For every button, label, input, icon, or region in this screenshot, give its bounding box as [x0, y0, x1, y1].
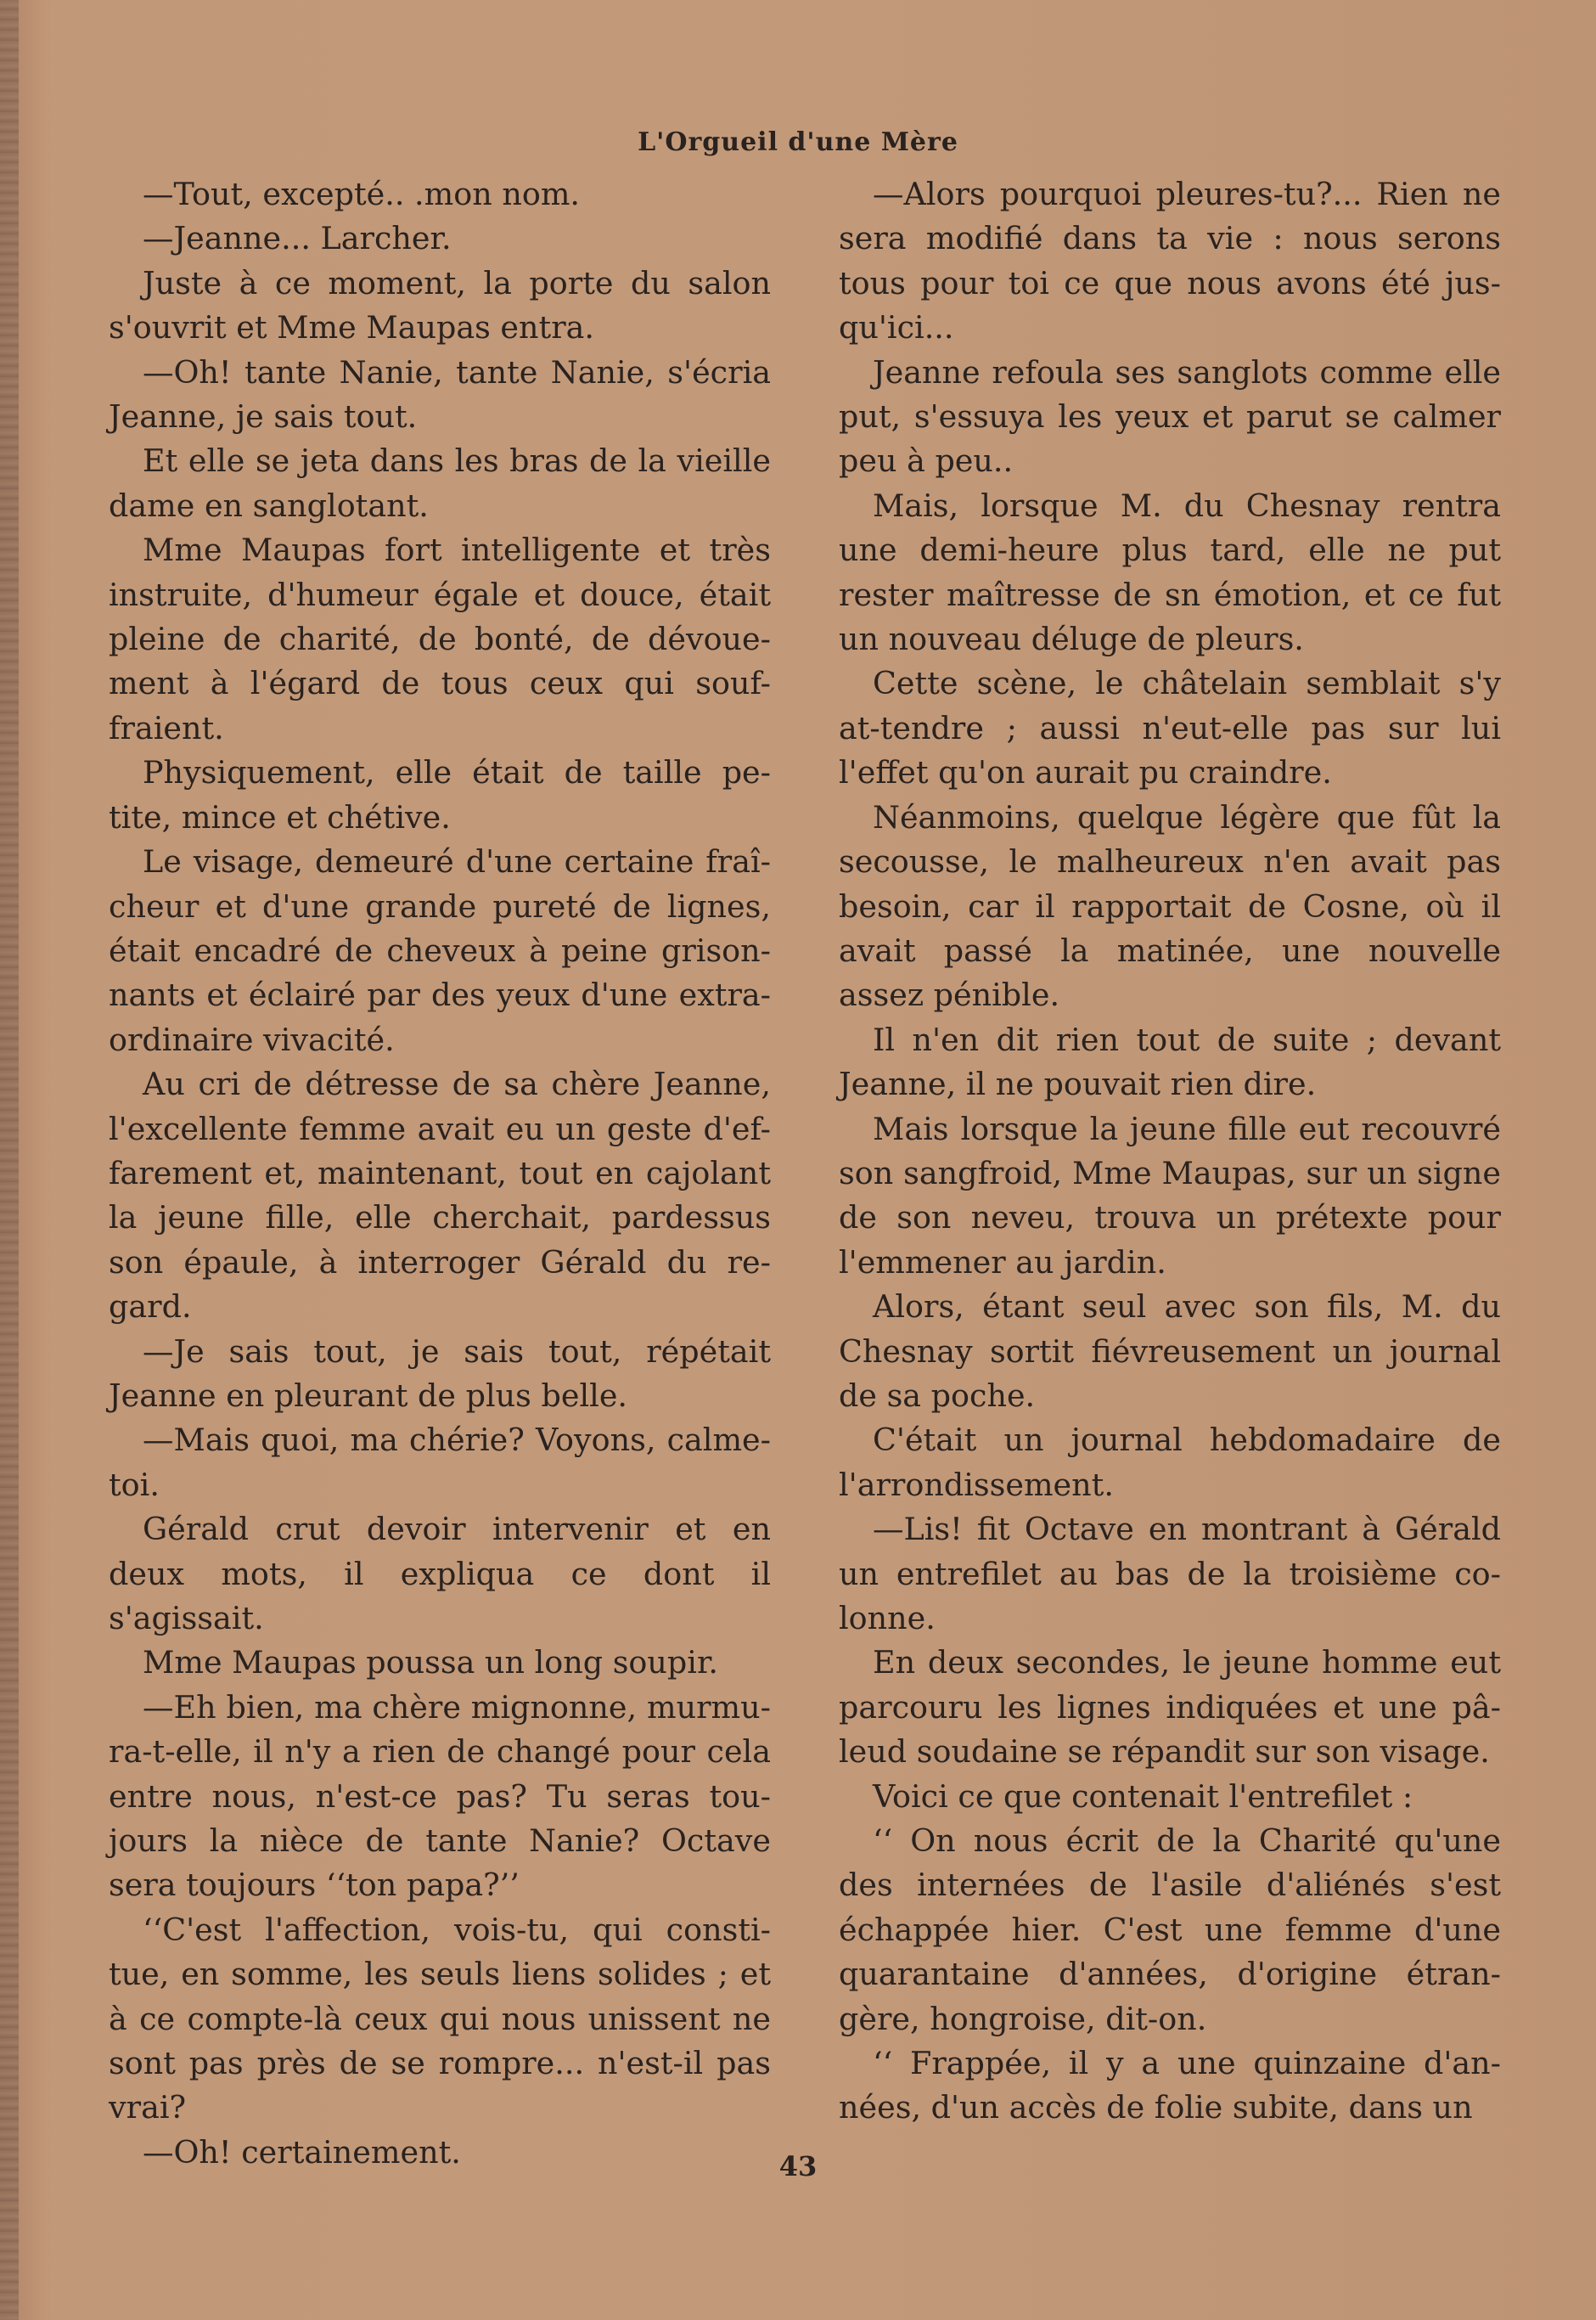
paragraph: ‘‘C'est l'affection, vois-tu, qui consti-tue, en somme, les seuls liens solides ; et à ce compte-là ceux qui nous unissent ne sont pas près de se rompre... n'est-il pas vrai?: [109, 1911, 771, 2126]
page-number: 43: [778, 2150, 818, 2182]
paragraph: —Alors pourquoi pleures-tu?... Rien ne sera modifié dans ta vie : nous serons tous pour toi ce que nous avons été jus-qu'ici...: [839, 176, 1501, 346]
paragraph: Mme Maupas fort intelligente et très instruite, d'humeur égale et douce, était pleine de charité, de bonté, de dévoue-ment à l'égard de tous ceux qui souf-fraient.: [109, 532, 771, 746]
paragraph: —Jeanne... Larcher.: [143, 220, 452, 257]
running-head: L'Orgueil d'une Mère: [638, 127, 958, 157]
paragraph: ‘‘ On nous écrit de la Charité qu'une des internées de l'asile d'aliénés s'est échappée hier. C'est une femme d'une quarantaine d'années, d'origine étran-gère, hongroise, dit-on.: [839, 1822, 1501, 2037]
paragraph: Mais, lorsque M. du Chesnay rentra une demi-heure plus tard, elle ne put rester maîtresse de sn émotion, et ce fut un nouveau déluge de pleurs.: [839, 487, 1501, 658]
paragraph: Et elle se jeta dans les bras de la vieille dame en sanglotant.: [109, 442, 771, 524]
paragraph: Voici ce que contenait l'entrefilet :: [873, 1777, 1413, 1815]
paragraph: Cette scène, le châtelain semblait s'y at-tendre ; aussi n'eut-elle pas sur lui l'effet qu'on aurait pu craindre.: [839, 665, 1501, 791]
paragraph: En deux secondes, le jeune homme eut parcouru les lignes indiquées et une pâ-leud soudaine se répandit sur son visage.: [839, 1644, 1501, 1771]
paragraph: —Oh! tante Nanie, tante Nanie, s'écria Jeanne, je sais tout.: [109, 353, 771, 436]
paragraph: Au cri de détresse de sa chère Jeanne, l'excellente femme avait eu un geste d'ef-farement et, maintenant, tout en cajolant la jeune fille, elle cherchait, pardessus son épaule, à interroger Gérald du re-gard.: [109, 1066, 771, 1326]
paragraph: —Lis! fit Octave en montrant à Gérald un entrefilet au bas de la troisième co-lonne.: [839, 1511, 1501, 1636]
paragraph: —Mais quoi, ma chérie? Voyons, calme-toi.: [109, 1422, 771, 1503]
paragraph: Gérald crut devoir intervenir et en deux mots, il expliqua ce dont il s'agissait.: [109, 1511, 771, 1636]
page-binding-edge: [0, 0, 19, 2320]
paragraph: —Je sais tout, je sais tout, répétait Jeanne en pleurant de plus belle.: [109, 1332, 771, 1414]
paragraph: C'était un journal hebdomadaire de l'arrondissement.: [839, 1422, 1501, 1503]
right-column: [839, 172, 1501, 2131]
paragraph: Juste à ce moment, la porte du salon s'ouvrit et Mme Maupas entra.: [109, 264, 771, 346]
paragraph: Néanmoins, quelque légère que fût la secousse, le malheureux n'en avait pas besoin, car il rapportait de Cosne, où il avait passé la matinée, une nouvelle assez pénible.: [839, 798, 1501, 1014]
paragraph: —Oh! certainement.: [143, 2133, 461, 2171]
paragraph: Mais lorsque la jeune fille eut recouvré son sangfroid, Mme Maupas, sur un signe de son neveu, trouva un prétexte pour l'emmener au jardin.: [839, 1110, 1501, 1281]
paragraph: Jeanne refoula ses sanglots comme elle put, s'essuya les yeux et parut se calmer peu à peu..: [839, 353, 1501, 480]
paragraph: —Tout, excepté.. .mon nom.: [143, 176, 581, 212]
paragraph: Le visage, demeuré d'une certaine fraî-cheur et d'une grande pureté de lignes, était encadré de cheveux à peine grison-nants et éclairé par des yeux d'une extra-ordinaire vivacité.: [109, 843, 771, 1058]
paragraph: ‘‘ Frappée, il y a une quinzaine d'an-nées, d'un accès de folie subite, dans un: [839, 2045, 1501, 2126]
paragraph: Physiquement, elle était de taille pe-tite, mince et chétive.: [109, 754, 771, 836]
left-column: [109, 172, 771, 2175]
paragraph: Mme Maupas poussa un long soupir.: [143, 1644, 718, 1681]
paragraph: Il n'en dit rien tout de suite ; devant Jeanne, il ne pouvait rien dire.: [839, 1021, 1501, 1103]
paragraph: —Eh bien, ma chère mignonne, murmu-ra-t-elle, il n'y a rien de changé pour cela entre nous, n'est-ce pas? Tu seras tou-jours la nièce de tante Nanie? Octave sera toujours ‘‘ton papa?’’: [109, 1688, 771, 1904]
paragraph: Alors, étant seul avec son fils, M. du Chesnay sortit fiévreusement un journal de sa poche.: [839, 1288, 1501, 1414]
